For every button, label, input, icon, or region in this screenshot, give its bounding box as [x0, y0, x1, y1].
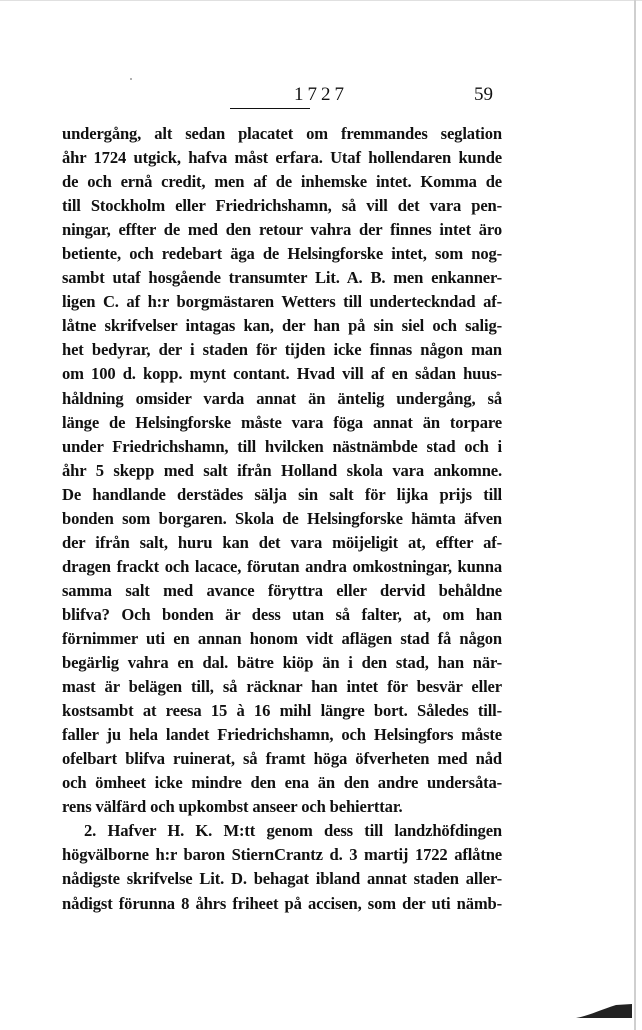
text-line: ligen C. af h:r borgmästaren Wetters till underteckndad af- [62, 292, 502, 312]
text-line: åhr 5 skepp med salt ifrån Holland skola vara ankomne. [62, 460, 502, 480]
scan-speck [130, 78, 132, 80]
text-line: het bedyrar, der i staden för tijden icke finnas någon man [62, 340, 502, 360]
text-line: till Stockholm eller Friedrichshamn, så vill det vara pen- [62, 196, 502, 216]
text-line: betiente, och redebart äga de Helsingforske intet, som nog- [62, 244, 502, 264]
header-underline [230, 108, 310, 109]
text-line: nådigst förunna 8 åhrs friheet på accisen, som der uti nämb- [62, 893, 502, 913]
page-number: 59 [474, 84, 493, 105]
text-line: kostsambt at reesa 15 à 16 mihl längre bort. Således till- [62, 701, 502, 721]
text-line: ofelbart blifva ruinerat, så framt höga öfverheten med nåd [62, 749, 502, 769]
text-line: undergång, alt sedan placatet om fremmandes seglation [62, 124, 502, 143]
paragraph-end-line: rens välfärd och upkombst anseer och behierttar. [62, 797, 403, 817]
text-line: samma salt med avance föryttra eller dervid behåldne [62, 580, 502, 600]
text-line: låtne skrifvelser intagas kan, der han på sin siel och salig- [62, 316, 502, 336]
text-line: och ömheet icke mindre den ena än den andre undersåta- [62, 773, 502, 793]
text-line: högvälborne h:r baron StiernCrantz d. 3 martij 1722 aflåtne [62, 845, 502, 865]
text-line: bonden som borgaren. Skola de Helsingforske hämta äfven [62, 508, 502, 528]
numbered-paragraph-start: 2. Hafver H. K. M:tt genom dess till landzhöfdingen [84, 821, 502, 841]
text-line: förnimmer uti en annan honom vidt aflägen stad få någon [62, 628, 502, 648]
text-line: begärlig vahra en dal. bätre kiöp än i den stad, han när- [62, 653, 502, 673]
text-line: der ifrån salt, huru kan det vara möijeligit at, effter af- [62, 532, 502, 552]
text-line: blifva? Och bonden är dess utan så falter, at, om han [62, 604, 502, 624]
text-line: om 100 d. kopp. mynt contant. Hvad vill af en sådan huus- [62, 364, 502, 384]
text-line: under Friedrichshamn, till hvilcken nästnämbde stad och i [62, 436, 502, 456]
text-line: De handlande derstädes sälja sin salt för lijka prijs till [62, 484, 502, 504]
body-text [62, 122, 502, 916]
text-line: sambt utaf hosgående transumter Lit. A. B. men enkanner- [62, 268, 502, 288]
running-header-year: 1727 [294, 84, 348, 105]
text-line: länge de Helsingforske måste vara föga annat än torpare [62, 412, 502, 432]
text-line: de och ernå credit, men af de inhemske intet. Komma de [62, 172, 502, 192]
text-line: nådigste skrifvelse Lit. D. behagat ibland annat staden aller- [62, 869, 502, 889]
text-line: ningar, effter de med den retour vahra der finnes intet äro [62, 220, 502, 240]
text-line: håldning omsider varda annat än äntelig undergång, så [62, 388, 502, 408]
text-line: dragen frackt och lacace, förutan andra omkostningar, kunna [62, 556, 502, 576]
text-line: åhr 1724 utgick, hafva måst erfara. Utaf hollendaren kunde [62, 148, 502, 168]
page-curl-mark [576, 1004, 632, 1018]
page-right-edge [634, 0, 636, 1030]
page-top-edge [0, 0, 642, 1]
text-line: mast är belägen till, så räcknar han intet för besvär eller [62, 677, 502, 697]
text-line: faller ju hela landet Friedrichshamn, och Helsingfors måste [62, 725, 502, 745]
